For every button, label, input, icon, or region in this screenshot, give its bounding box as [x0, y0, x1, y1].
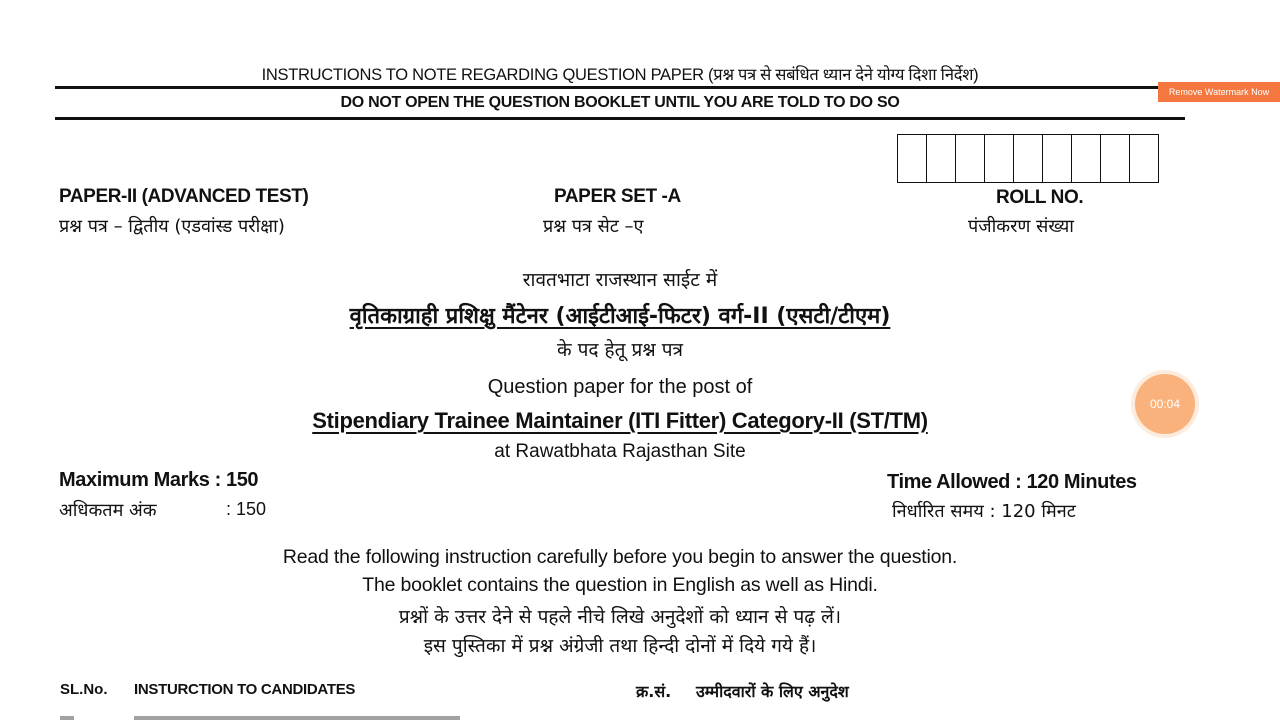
header-rule-bottom — [55, 117, 1185, 120]
title-english-line1: Question paper for the post of — [487, 376, 753, 398]
roll-no-label-hindi: पंजीकरण संख्या — [968, 216, 1074, 237]
roll-box — [1014, 135, 1043, 182]
maximum-marks-hindi-label: अधिकतम अंक — [59, 500, 157, 521]
title-hindi-post: वृतिकाग्राही प्रशिक्षु मैंटेनर (आईटीआई-फिटर) वर्ग-II (एसटी/टीएम) — [349, 304, 891, 329]
slno-header-hindi: क्र.सं. — [636, 682, 672, 701]
instructions-to-candidates-header-hindi: उम्मीदवारों के लिए अनुदेश — [696, 682, 849, 701]
roll-box — [898, 135, 927, 182]
roll-box — [1101, 135, 1130, 182]
roll-box — [956, 135, 985, 182]
time-allowed-hindi: निर्धारित समय : 120 मिनट — [892, 501, 1076, 522]
title-english-post: Stipendiary Trainee Maintainer (ITI Fitter) Category-II (ST/TM) — [312, 408, 928, 433]
roll-box — [1043, 135, 1072, 182]
header-rule-top — [55, 86, 1185, 89]
instructions-heading: INSTRUCTIONS TO NOTE REGARDING QUESTION PAPER (प्रश्न पत्र से सबंधित ध्यान देने योग्य दिशा निर्देश) — [261, 66, 979, 84]
notice-line-3-hindi: प्रश्नों के उत्तर देने से पहले नीचे लिखे अनुदेशों को ध्यान से पढ़ लें। — [398, 606, 842, 628]
paper-label-hindi: प्रश्न पत्र – द्वितीय (एडवांस्ड परीक्षा) — [59, 216, 285, 237]
paper-set-label-hindi: प्रश्न पत्र सेट –ए — [543, 216, 644, 237]
maximum-marks-hindi-value: : 150 — [226, 499, 267, 519]
title-hindi-line1: रावतभाटा राजस्थान साईट में — [522, 269, 718, 291]
roll-box — [927, 135, 956, 182]
do-not-open-notice: DO NOT OPEN THE QUESTION BOOKLET UNTIL YOU ARE TOLD TO DO SO — [340, 94, 900, 111]
notice-line-1: Read the following instruction carefully before you begin to answer the question. — [282, 546, 958, 568]
remove-watermark-button[interactable]: Remove Watermark Now — [1158, 82, 1280, 102]
roll-no-label: ROLL NO. — [996, 187, 1084, 208]
instructions-to-candidates-header: INSTURCTION TO CANDIDATES — [134, 681, 356, 698]
paper-set-label: PAPER SET -A — [554, 186, 681, 207]
roll-box — [1072, 135, 1101, 182]
time-allowed: Time Allowed : 120 Minutes — [887, 471, 1137, 493]
clipped-row-fragment — [60, 716, 460, 720]
slno-header: SL.No. — [60, 681, 108, 698]
title-english-line3: at Rawatbhata Rajasthan Site — [494, 441, 746, 462]
title-hindi-line3: के पद हेतू प्रश्न पत्र — [556, 339, 684, 361]
paper-label: PAPER-II (ADVANCED TEST) — [59, 186, 309, 207]
roll-number-boxes — [897, 134, 1159, 183]
roll-box — [1130, 135, 1158, 182]
notice-line-2: The booklet contains the question in English as well as Hindi. — [362, 574, 878, 596]
notice-line-4-hindi: इस पुस्तिका में प्रश्न अंग्रेजी तथा हिन्दी दोनों में दिये गये हैं। — [423, 635, 817, 657]
recording-timer[interactable]: 00:04 — [1135, 374, 1195, 434]
maximum-marks: Maximum Marks : 150 — [59, 469, 259, 491]
roll-box — [985, 135, 1014, 182]
